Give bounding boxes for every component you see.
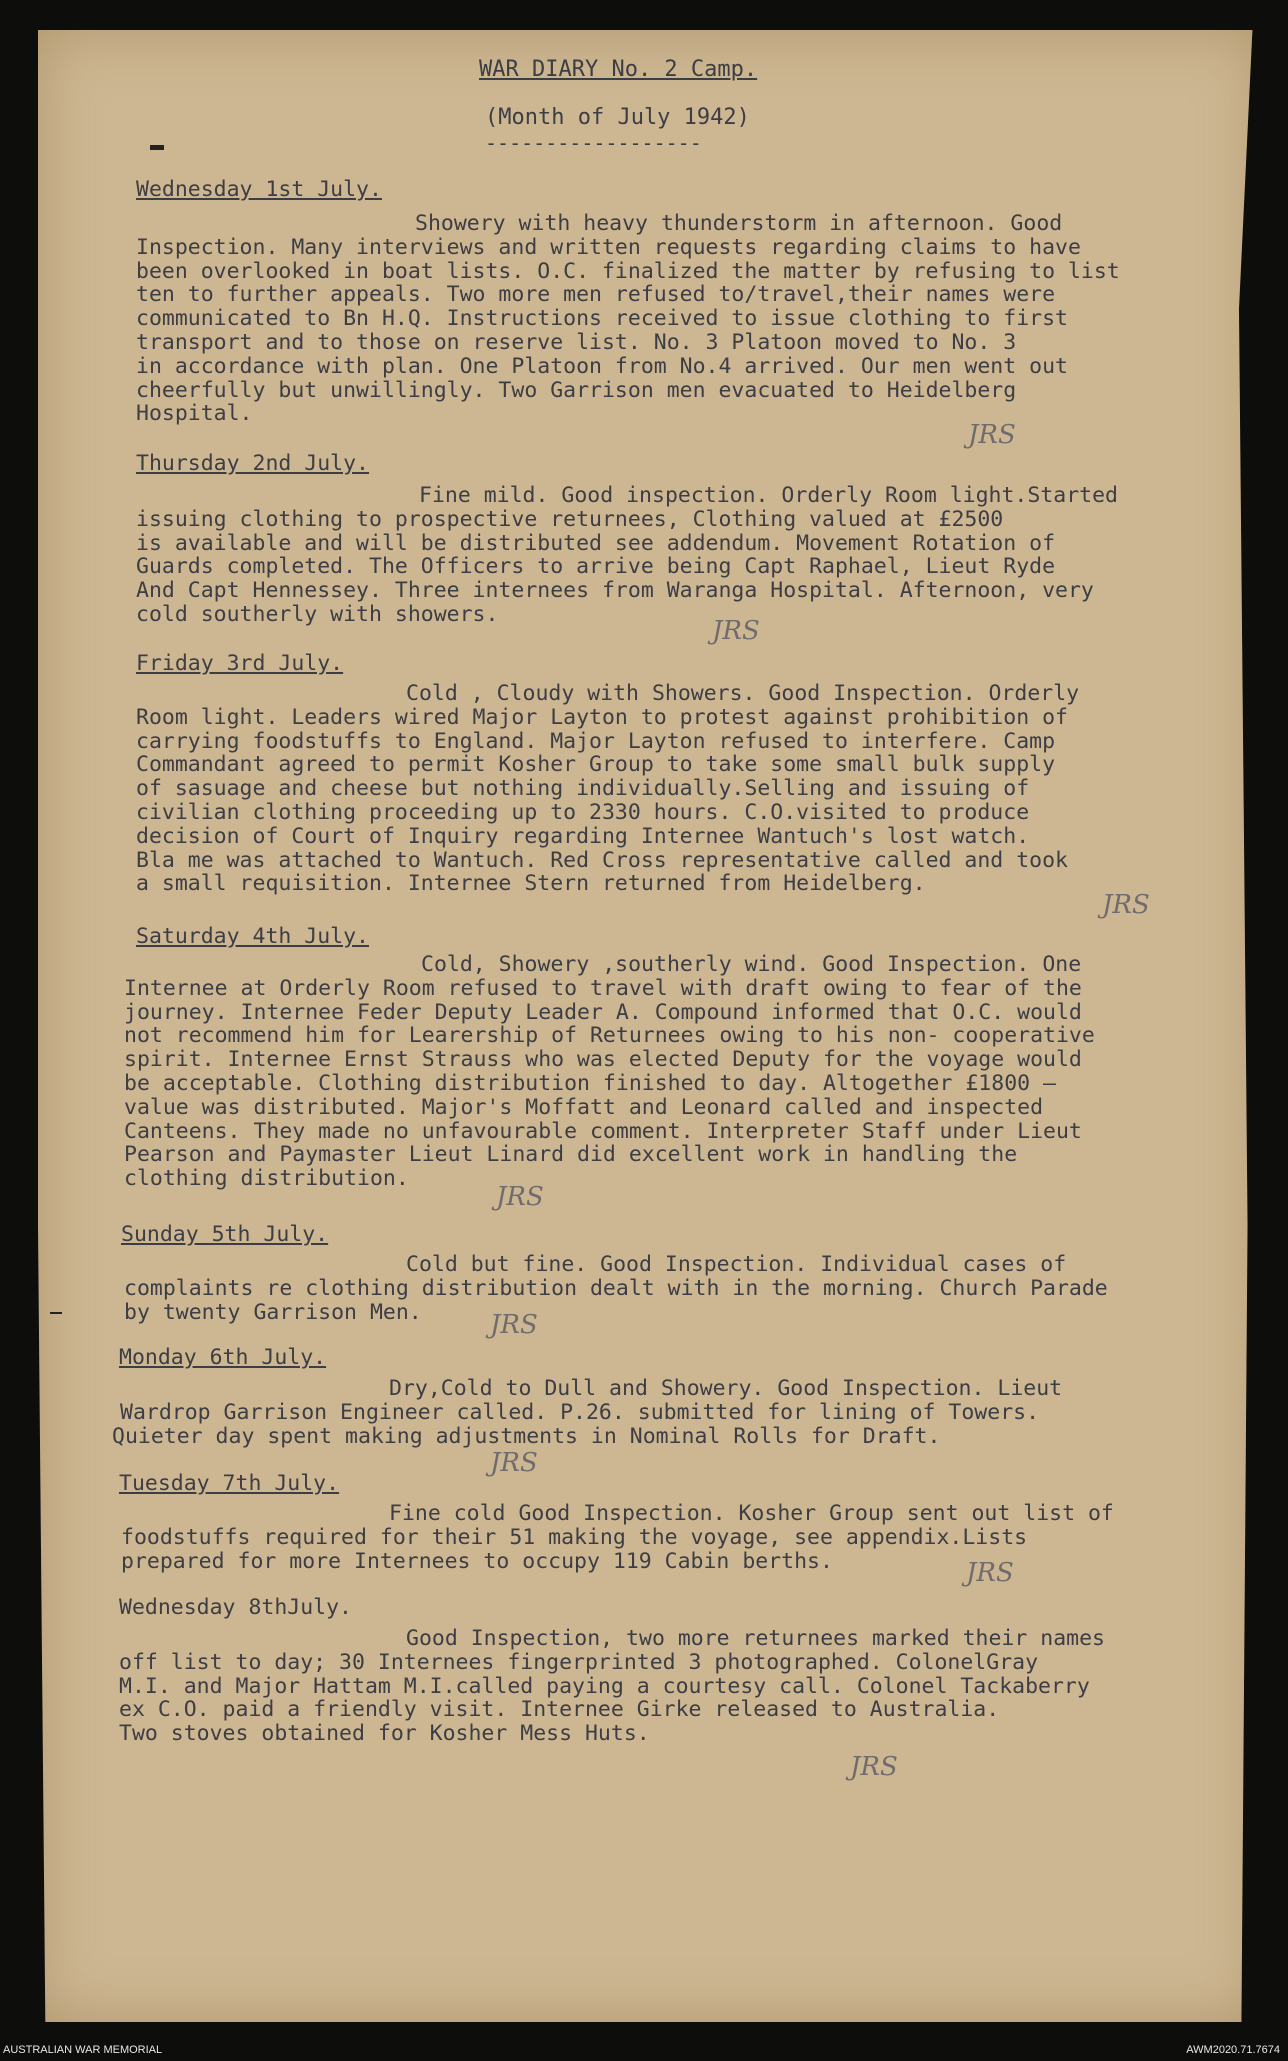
entry-text: Dry,Cold to Dull and Showery. Good Inspection. Lieut Wardrop Garrison Engineer called. P.26. submitted for lining of Towers. Quieter day spent making adjustments in Nominal Rolls for Draft. — [112, 1376, 1063, 1449]
entry-date: Saturday 4th July. — [136, 924, 369, 949]
entry-text: Good Inspection, two more returnees marked their names off list to day; 30 Internees fingerprinted 3 photographed. ColonelGray M.I. and Major Hattam M.I.called paying a courtesy call. Colonel Tackaberry ex C.O. paid a friendly visit. Internee Girke released to Australia. Two stoves obtained for Kosher Mess Huts. — [119, 1626, 1105, 1747]
entry-text: Showery with heavy thunderstorm in afternoon. Good Inspection. Many interviews and written requests regarding claims to have been overlooked in boat lists. O.C. finalized the matter by refusing to list ten to further appeals. Two more men refused to/travel,their names were communicated to Bn H.Q. Instructions received to issue clothing to first transport and to those on reserve list. No. 3 Platoon moved to No. 3 in accordance with plan. One Platoon from No.4 arrived. Our men went out cheerfully but unwillingly. Two Garrison men evacuated to Heidelberg Hospital. — [136, 211, 1120, 427]
entry-date: Monday 6th July. — [119, 1345, 327, 1370]
entry-date: Tuesday 7th July. — [119, 1471, 340, 1496]
entry-text: Cold , Cloudy with Showers. Good Inspection. Orderly Room light. Leaders wired Major Layton to protest against prohibition of carrying foodstuffs to England. Major Layton refused to interfere. Camp Commandant agreed to permit Kosher Group to take some small bulk supply of sasuage and cheese but nothing individually.Selling and issuing of civilian clothing proceeding up to 2330 hours. C.O.visited to produce decision of Court of Inquiry regarding Internee Wantuch's lost watch. Bla me was attached to Wantuch. Red Cross representative called and took a small requisition. Internee Stern returned from Heidelberg. — [136, 681, 1080, 897]
handwritten-initials: JRS — [712, 616, 760, 646]
diary-entry-sat-4 — [136, 925, 369, 949]
handwritten-initials: JRS — [968, 420, 1016, 450]
caption-bar — [0, 2041, 1288, 2061]
entry-text: Fine cold Good Inspection. Kosher Group sent out list of foodstuffs required for their 51 making the voyage, see appendix.Lists prepared for more Internees to occupy 119 Cabin berths. — [121, 1501, 1114, 1574]
diary-entry-mon-6 — [119, 1346, 326, 1370]
handwritten-initials: JRS — [850, 1752, 898, 1782]
handwritten-initials: JRS — [490, 1448, 538, 1478]
entry-date: Wednesday 1st July. — [136, 177, 382, 202]
archive-reference: AWM2020.71.7674 — [1186, 2044, 1280, 2056]
diary-entry-wed-8 — [119, 1596, 352, 1620]
entry-date: Thursday 2nd July. — [136, 451, 369, 476]
entry-text: Cold, Showery ,southerly wind. Good Inspection. One Internee at Orderly Room refused to travel with draft owing to fear of the journey. Internee Feder Deputy Leader A. Compound informed that O.C. would not recommend him for Learership of Returnees owing to his non- cooperative spirit. Internee Ernst Strauss who was elected Deputy for the voyage would be acceptable. Clothing distribution finished to day. Altogether £1800 — value was distributed. Major's Moffatt and Leonard called and inspected Canteens. They made no unfavourable comment. Interpreter Staff under Lieut Pearson and Paymaster Lieut Linard did excellent work in handling the clothing distribution. — [124, 952, 1095, 1192]
margin-mark — [150, 145, 164, 150]
handwritten-initials: JRS — [966, 1558, 1014, 1588]
handwritten-initials: JRS — [1102, 890, 1150, 920]
handwritten-initials: JRS — [490, 1310, 538, 1340]
handwritten-initials: JRS — [496, 1182, 544, 1212]
subtitle-rule: ------------------ — [485, 131, 702, 155]
page-title: WAR DIARY No. 2 Camp. — [479, 57, 758, 82]
entry-text: Cold but fine. Good Inspection. Individual cases of complaints re clothing distribution dealt with in the morning. Church Parade by twenty Garrison Men. — [124, 1252, 1108, 1325]
diary-entry-wed-1 — [136, 178, 382, 202]
diary-entry-tue-7 — [119, 1472, 339, 1496]
entry-text: Fine mild. Good inspection. Orderly Room light.Started issuing clothing to prospective returnees, Clothing valued at £2500 is available and will be distributed see addendum. Movement Rotation of Guards completed. The Officers to arrive being Capt Raphael, Lieut Ryde And Capt Hennessey. Three internees from Waranga Hospital. Afternoon, very cold southerly with showers. — [136, 483, 1118, 627]
entry-date: Sunday 5th July. — [121, 1222, 329, 1247]
diary-entry-sun-5 — [121, 1223, 328, 1247]
entry-date: Friday 3rd July. — [136, 651, 344, 676]
archive-credit: AUSTRALIAN WAR MEMORIAL — [3, 2044, 163, 2056]
diary-entry-fri-3 — [136, 652, 343, 676]
entry-date: Wednesday 8thJuly. — [119, 1595, 352, 1620]
diary-entry-thu-2 — [136, 452, 369, 476]
margin-mark — [50, 1312, 62, 1314]
page-subtitle: (Month of July 1942) — [485, 105, 750, 130]
